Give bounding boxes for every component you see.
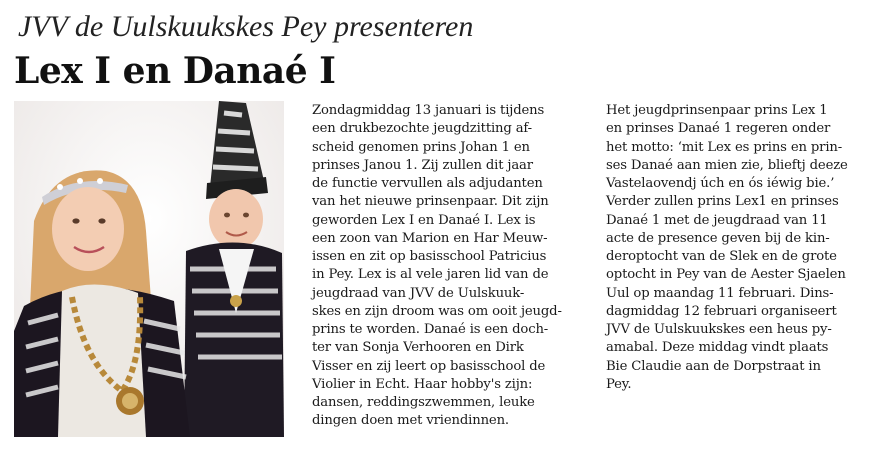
article-kicker: JVV de Uulskuukskes Pey presenteren (18, 10, 474, 43)
article-text-line: een zoon van Marion en Har Meuw- (312, 230, 548, 246)
article-text-line: en prinses Danaé 1 regeren onder (606, 121, 831, 137)
article-text-line: Pey. (606, 376, 632, 392)
article-text-line: Zondagmiddag 13 januari is tijdens (312, 103, 545, 118)
article-text-line: dansen, reddingszwemmen, leuke (312, 395, 535, 410)
article-text-line: Danaé 1 met de jeugdraad van 11 (606, 212, 828, 228)
article-text-line: ses Danaé aan mien zie, blieftj deeze (606, 157, 848, 173)
article-text-line: scheid genomen prins Johan 1 en (312, 139, 530, 155)
article-text-line: JVV de Uulskuukskes een heus py- (606, 322, 832, 337)
article-text-line: geworden Lex I en Danaé I. Lex is (312, 212, 536, 228)
article-text-line: dagmiddag 12 februari organiseert (606, 303, 837, 319)
article-text-line: in Pey. Lex is al vele jaren lid van de (312, 267, 549, 283)
article-text-line: Visser en zij leert op basisschool de (312, 358, 546, 374)
article-text-line: ter van Sonja Verhooren en Dirk (312, 340, 524, 356)
article-text-line: Violier in Echt. Haar hobby's zijn: (312, 376, 533, 392)
article-text-line: Vastelaovendj úch en ós iéwig bie.’ (606, 176, 835, 191)
article-text-line: prinses Janou 1. Zij zullen dit jaar (312, 157, 533, 173)
article-text-line: het motto: ‘mit Lex es prins en prin- (606, 139, 843, 155)
article-text-line: issen en zit op basisschool Patricius (312, 249, 547, 264)
article-text-line: de functie vervullen als adjudanten (312, 176, 543, 191)
article-text-line: deroptocht van de Slek en de grote (606, 249, 837, 264)
article-text-line: Uul op maandag 11 februari. Dins- (606, 285, 834, 301)
article-column-1 (312, 102, 598, 431)
article-text-line: van het nieuwe prinsenpaar. Dit zijn (312, 194, 549, 210)
article-text-line: skes en zijn droom was om ooit jeugd- (312, 303, 562, 319)
article-text-line: amabal. Deze middag vindt plaats (606, 340, 829, 356)
article-text-line: dingen doen met vriendinnen. (312, 413, 509, 429)
article-headline: Lex I en Danaé I (14, 50, 336, 92)
article-text-line: Het jeugdprinsenpaar prins Lex 1 (606, 103, 828, 118)
article-text-line: Verder zullen prins Lex1 en prinses (606, 194, 839, 210)
article-text-line: prins te worden. Danaé is een doch- (312, 322, 549, 337)
article-column-2 (606, 102, 876, 394)
article-text-line: optocht in Pey van de Aester Sjaelen (606, 267, 846, 283)
article-text-line: Bie Claudie aan de Dorpstraat in (606, 358, 821, 374)
article-text-line: jeugdraad van JVV de Uulskuuk- (312, 285, 525, 301)
photo-prince-princess-icon (14, 101, 284, 437)
article-text-line: acte de presence geven bij de kin- (606, 230, 830, 246)
article-photo (14, 101, 284, 437)
article-text-line: een drukbezochte jeugdzitting af- (312, 121, 532, 137)
